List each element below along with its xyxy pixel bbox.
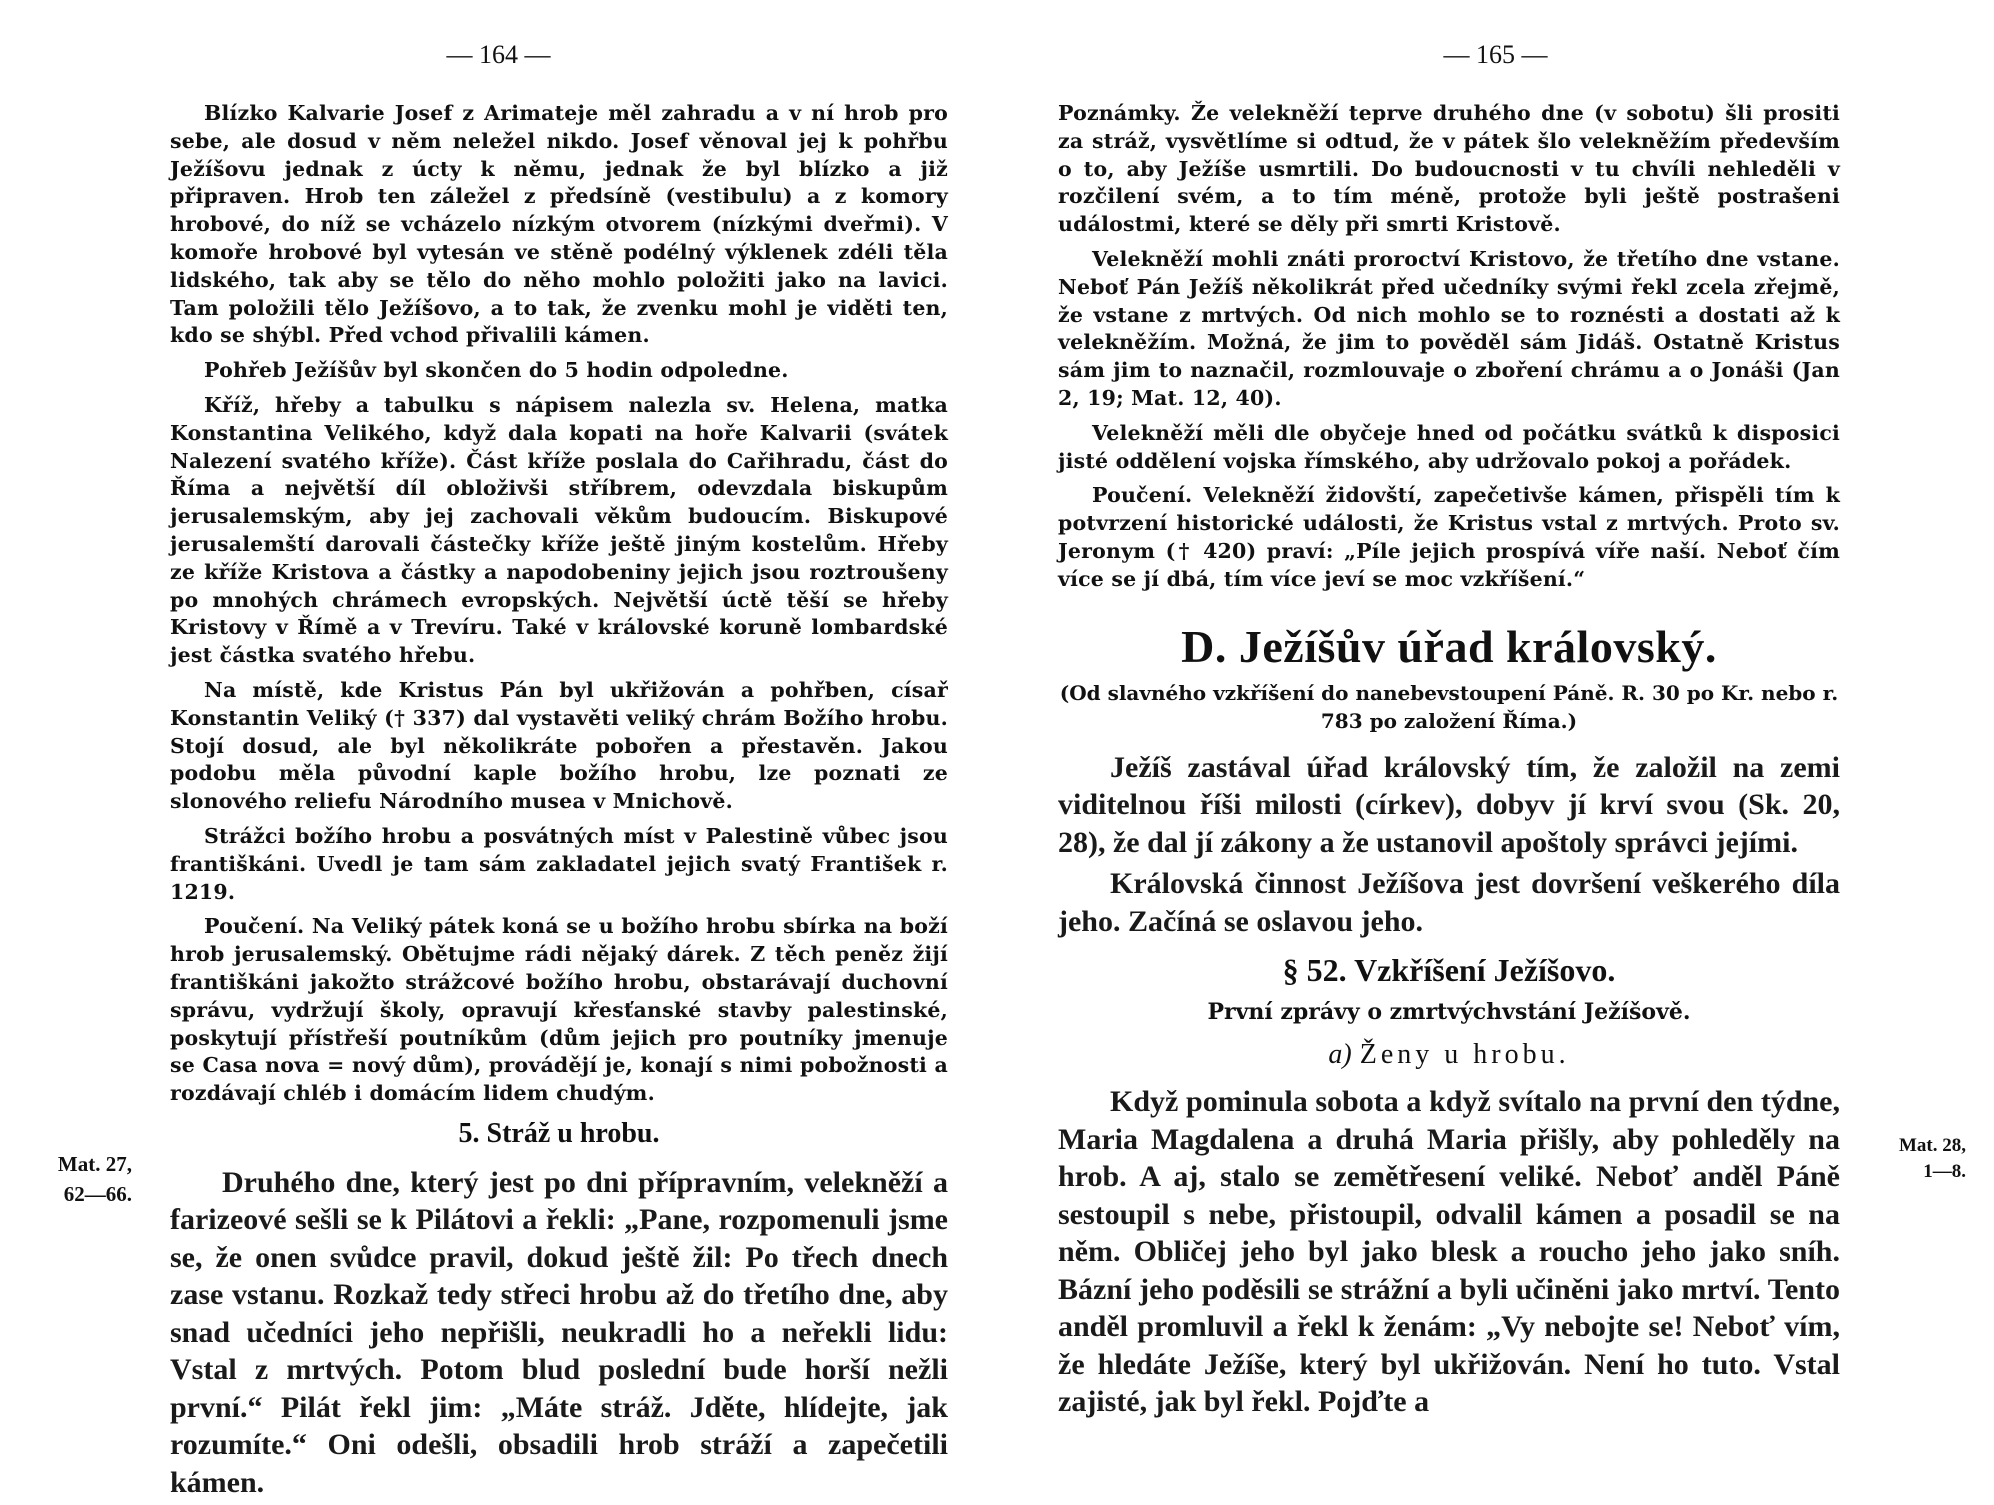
margin-note-line: Mat. 28,: [1898, 1135, 1966, 1156]
paragraph: Pohřeb Ježíšův byl skončen do 5 hodin odpoledne.: [204, 358, 789, 383]
margin-note-line: Mat. 27,: [57, 1152, 132, 1176]
main-text-block: [1058, 749, 1840, 941]
sub-sub-heading-text: Ženy u hrobu.: [1359, 1039, 1570, 1071]
left-page: [0, 0, 997, 1500]
page-number: — 165 —: [1443, 40, 1548, 69]
sub-heading: První zprávy o zmrtvýchvstání Ježíšově.: [1207, 999, 1691, 1026]
paragraph: Velekněží měli dle obyčeje hned od počátku svátků k disposici jisté oddělení vojska římského, aby udržovalo pokoj a pořádek.: [1058, 420, 1840, 473]
paragraph: Strážci božího hrobu a posvátných míst v Palestině vůbec jsou františkáni. Uvedl je tam sám zakladatel jejich svatý František r. 1219.: [170, 823, 948, 904]
paragraph: Poučení. Na Veliký pátek koná se u božího hrobu sbírka na boží hrob jerusalemský. Obětujme rádi nějaký dárek. Z těch peněz žijí františkáni jakožto strážcové božího hrobu, obstarávají duchovní správu, vydržují školy, opravují křesťanské stavby palestinské, poskytují přístřeší poutníkům (dům jejich pro poutníky jmenuje se Casa nova = nový dům), provádějí je, konají s nimi pobožnosti a rozdávají chléb i domácím lidem chudým.: [170, 914, 948, 1106]
margin-note: [36, 1149, 132, 1209]
final-text-block: [1058, 1083, 1840, 1421]
left-column: [170, 100, 948, 1505]
paragraph: Velekněží mohli znáti proroctví Kristovo, že třetího dne vstane. Neboť Pán Ježíš několikrát před učedníky svými řekl zcela zřejmě, že vstane z mrtvých. Od nich mohlo se to roznésti a dostati až k velekněžím. Možná, že jim to pověděl sám Jidáš. Ostatně Kristus sám jim to naznačil, rozmlouvaje o zboření chrámu a o Jonáši (Jan 2, 19; Mat. 12, 40).: [1058, 246, 1840, 410]
small-text-block: [170, 100, 948, 1108]
paragraph: Blízko Kalvarie Josef z Arimateje měl zahradu a v ní hrob pro sebe, ale dosud v něm neležel nikdo. Josef věnoval jej k pohřbu Ježíšovu jednak z úcty k němu, jednak že byl blízko a již připraven. Hrob ten záležel z předsíně (vestibulu) a z komory hrobové, do níž se vcházelo nízkým otvorem (nízkými dveřmi). V komoře hrobové byl vytesán ve stěně podélný výklenek zdéli těla lidského, tak aby se tělo do něho mohlo položiti jako na lavici. Tam položili tělo Ježíšovo, a to tak, že zvenku mohl je viděti ten, kdo se shýbl. Před vchod přivalili kámen.: [170, 101, 948, 348]
sub-sub-heading-letter: a): [1328, 1039, 1352, 1071]
main-text-block: [170, 1164, 948, 1502]
paragraph: Kříž, hřeby a tabulku s nápisem nalezla sv. Helena, matka Konstantina Velikého, když dala kopati na hoře Kalvarii (svátek Nalezení svatého kříže). Část kříže poslala do Cařihradu, část do Říma a největší díl obloživši stříbrem, odevzdala biskupům jerusalemským, aby jej zachovali věkům budoucím. Biskupové jerusalemští darovali částečky kříže ještě jiným kostelům. Hřeby ze kříže Kristova a částky a napodobeniny jejich jsou roztroušeny po mnohých chrámech evropských. Největší úctě těší se hřeby Kristovy v Římě a v Trevíru. Také v královské koruně lombardské jest částka svatého hřebu.: [170, 392, 948, 668]
main-paragraph: Ježíš zastával úřad královský tím, že založil na zemi viditelnou říši milosti (církev), dobyv jí krví svou (Sk. 20, 28), že dal jí zákony a že ustanovil apoštoly správci jejími.: [1058, 750, 1840, 859]
main-paragraph: Když pominula sobota a když svítalo na první den týdne, Maria Magdalena a druhá Maria přišly, aby pohleděly na hrob. A aj, stalo se zemětřesení veliké. Neboť anděl Páně sestoupil s nebe, přistoupil, odvalil kámen a posadil se na něm. Obličej jeho byl jako blesk a roucho jeho jako sníh. Bázní jeho poděsili se strážní a byli učiněni jako mrtví. Tento anděl promluvil a řekl k ženám: „Vy nebojte se! Neboť vím, že hledáte Ježíše, který byl ukřižován. Není ho tuto. Vstal zajisté, jak byl řekl. Pojďte a: [1058, 1085, 1840, 1419]
paragraph: Poučení. Velekněží židovští, zapečetivše kámen, přispěli tím k potvrzení historické události, že Kristus vstal z mrtvých. Proto sv. Jeronym († 420) praví: „Píle jejich prospívá víře naší. Neboť čím více se jí dbá, tím více jeví se moc vzkříšení.“: [1058, 483, 1840, 591]
paragraph: Poznámky. Že velekněží teprve druhého dne (v sobotu) šli prositi za stráž, vysvětlíme si odtud, že v pátek šlo velekněžím především o to, aby Ježíše usmrtili. Do budoucnosti v tu chvíli nehleděli v rozčilení svém, a to tím méně, protože byli ještě postrašeni událostmi, které se děly při smrti Kristově.: [1058, 101, 1840, 237]
paragraph: Na místě, kde Kristus Pán byl ukřižován a pohřben, císař Konstantin Veliký († 337) dal vystavěti veliký chrám Božího hrobu. Stojí dosud, ale byl několikráte pobořen a přestavěn. Jakou podobu měla původní kaple božího hrobu, lze poznati ze slonového reliefu Národního musea v Mnichově.: [170, 677, 948, 814]
page-number: — 164 —: [446, 40, 551, 69]
right-page: [997, 0, 1994, 1500]
margin-note-line: 62—66.: [63, 1182, 132, 1206]
margin-note-line: 1—8.: [1923, 1161, 1966, 1182]
main-paragraph: Královská činnost Ježíšova jest dovršení veškerého díla jeho. Začíná se oslavou jeho.: [1058, 867, 1840, 938]
section-heading: 5. Stráž u hrobu.: [458, 1117, 660, 1149]
small-text-block: [1058, 100, 1840, 594]
sub-sub-heading: [1058, 1039, 1840, 1071]
part-heading: D. Ježíšův úřad královský.: [1181, 620, 1717, 672]
paragraph-heading: § 52. Vzkříšení Ježíšovo.: [1282, 952, 1616, 989]
main-paragraph: Druhého dne, který jest po dni přípravním, velekněží a farizeové sešli se k Pilátovi a řekli: „Pane, rozpomenuli jsme se, že onen svůdce pravil, dokud ještě žil: Po třech dnech zase vstanu. Rozkaž tedy střeci hrobu až do třetího dne, aby snad učedníci jeho nepřišli, neukradli ho a neřekli lidu: Vstal z mrtvých. Potom blud poslední bude horší nežli první.“ Pilát řekl jim: „Máte stráž. Jděte, hlídejte, jak rozumíte.“ Oni odešli, obsadili hrob stráží a zapečetili kámen.: [170, 1165, 948, 1499]
right-column: [1058, 100, 1840, 1425]
margin-note: [1870, 1133, 1966, 1185]
part-subtitle: (Od slavného vzkříšení do nanebevstoupení Páně. R. 30 po Kr. nebo r. 783 po založení Říma.): [1059, 680, 1839, 733]
